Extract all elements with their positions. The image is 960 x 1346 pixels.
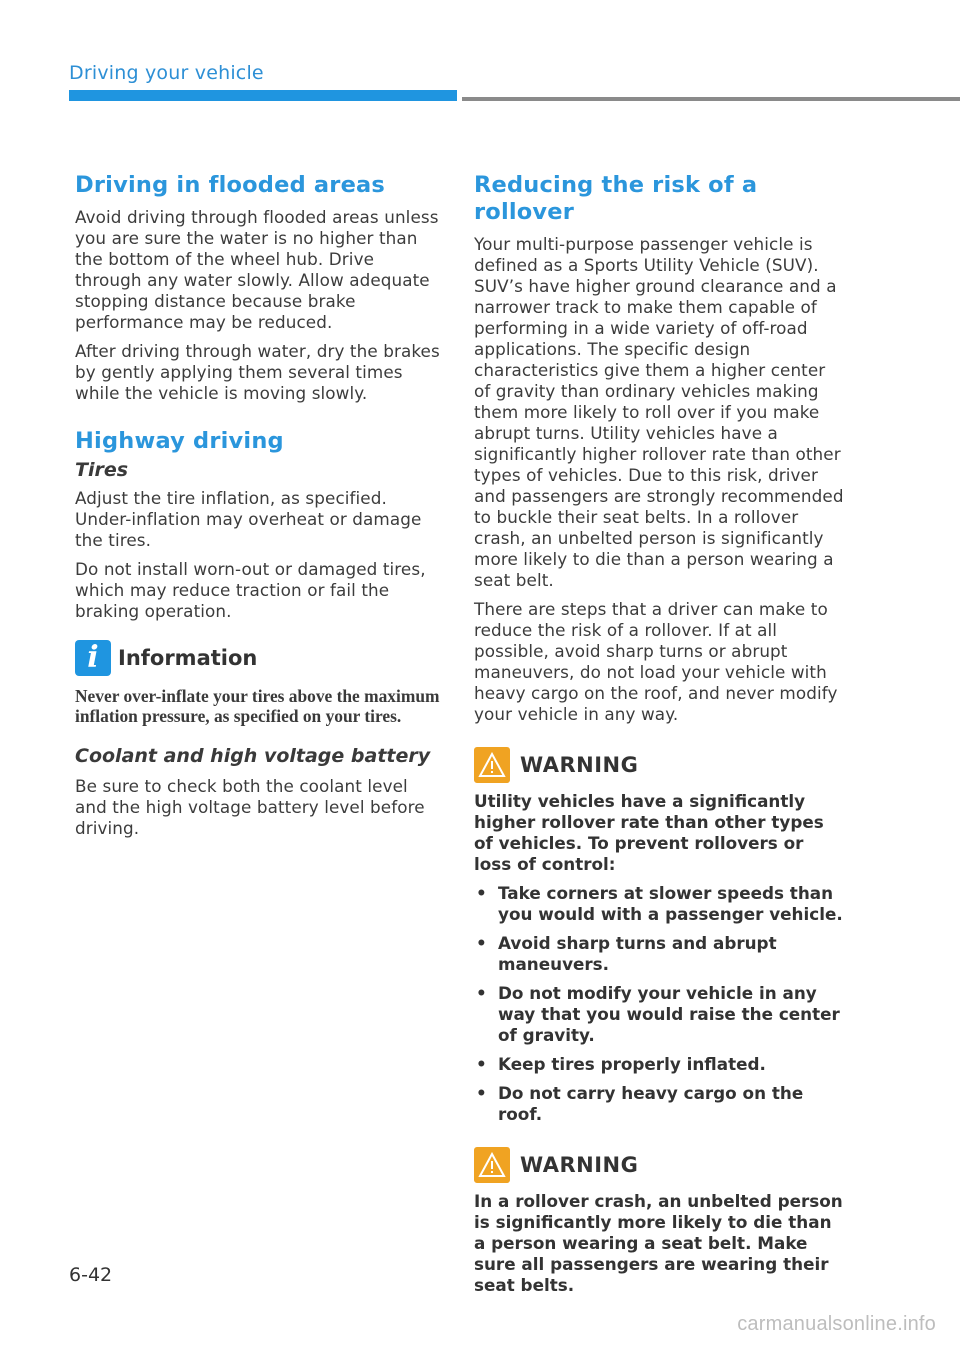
information-title: Information [118, 645, 258, 670]
information-body: Never over-inflate your tires above the maximum inflation pressure, as specified on your tires. [75, 685, 440, 727]
heading-highway-driving: Highway driving [75, 428, 284, 454]
header-rule [462, 97, 960, 101]
warning-icon [474, 747, 510, 783]
paragraph-rollover-1: Your multi-purpose passenger vehicle is defined as a Sports Utility Vehicle (SUV). SUV’s have higher ground clearance and a narrower track to make them capable of performing in a wide variety of off-road applications. The specific design characteristics give them a higher center of gravity than ordinary vehicles making them more likely to roll over if you make abrupt turns. Utility vehicles have a significantly higher rollover rate than other types of vehicles. Due to this risk, driver and passengers are strongly recommended to buckle their seat belts. In a rollover crash, an unbelted person is significantly more likely to die than a person wearing a seat belt. [474, 234, 844, 590]
warning-intro-1: Utility vehicles have a significantly higher rollover rate than other types of vehicles. To prevent rollovers or loss of control: [474, 791, 824, 874]
warning-title-2: WARNING [520, 1153, 639, 1177]
heading-rollover: Reducing the risk of a rollover [474, 172, 758, 225]
paragraph-tires-2: Do not install worn-out or damaged tires, which may reduce traction or fail the braking operation. [75, 558, 426, 621]
paragraph-rollover-2: There are steps that a driver can make to reduce the risk of a rollover. If at all possible, avoid sharp turns or abrupt maneuvers, do not load your vehicle with heavy cargo on the roof, and never modify your vehicle in any way. [474, 599, 838, 724]
warning-header-1 [474, 747, 844, 783]
subheading-coolant: Coolant and high voltage battery [75, 744, 431, 767]
paragraph-flooded-2: After driving through water, dry the brakes by gently applying them several times while the vehicle is moving slowly. [75, 341, 440, 403]
information-header [75, 640, 445, 676]
page-number: 6-42 [69, 1264, 113, 1286]
list-item: • Do not carry heavy cargo on the roof. [476, 1083, 804, 1124]
heading-flooded-areas: Driving in flooded areas [75, 172, 386, 198]
warning-body-2: In a rollover crash, an unbelted person is significantly more likely to die than a person wearing a seat belt. Make sure all passengers are wearing their seat belts. [474, 1191, 843, 1295]
left-column [75, 172, 445, 847]
subheading-tires: Tires [75, 459, 129, 481]
section-header-title: Driving your vehicle [69, 62, 264, 84]
paragraph-coolant: Be sure to check both the coolant level and the high voltage battery level before driving. [75, 775, 425, 838]
header-accent-bar [69, 90, 457, 101]
list-item: • Do not modify your vehicle in any way that you would raise the center of gravity. [476, 983, 840, 1045]
warning-icon [474, 1147, 510, 1183]
right-column [474, 172, 844, 1304]
warning-bullet-list [474, 883, 844, 1125]
information-icon: i [75, 640, 111, 676]
watermark: carmanualsonline.info [737, 1313, 936, 1335]
list-item: • Avoid sharp turns and abrupt maneuvers. [476, 933, 777, 974]
list-item: • Keep tires properly inflated. [476, 1054, 766, 1074]
paragraph-tires-1: Adjust the tire inflation, as specified. Under-inflation may overheat or damage the tires. [75, 487, 422, 550]
paragraph-flooded-1: Avoid driving through flooded areas unless you are sure the water is no higher than the bottom of the wheel hub. Drive through any water slowly. Allow adequate stopping distance because brake performance may be reduced. [75, 207, 439, 332]
list-item: • Take corners at slower speeds than you would with a passenger vehicle. [476, 883, 843, 924]
warning-header-2 [474, 1147, 844, 1183]
warning-title-1: WARNING [520, 753, 639, 777]
